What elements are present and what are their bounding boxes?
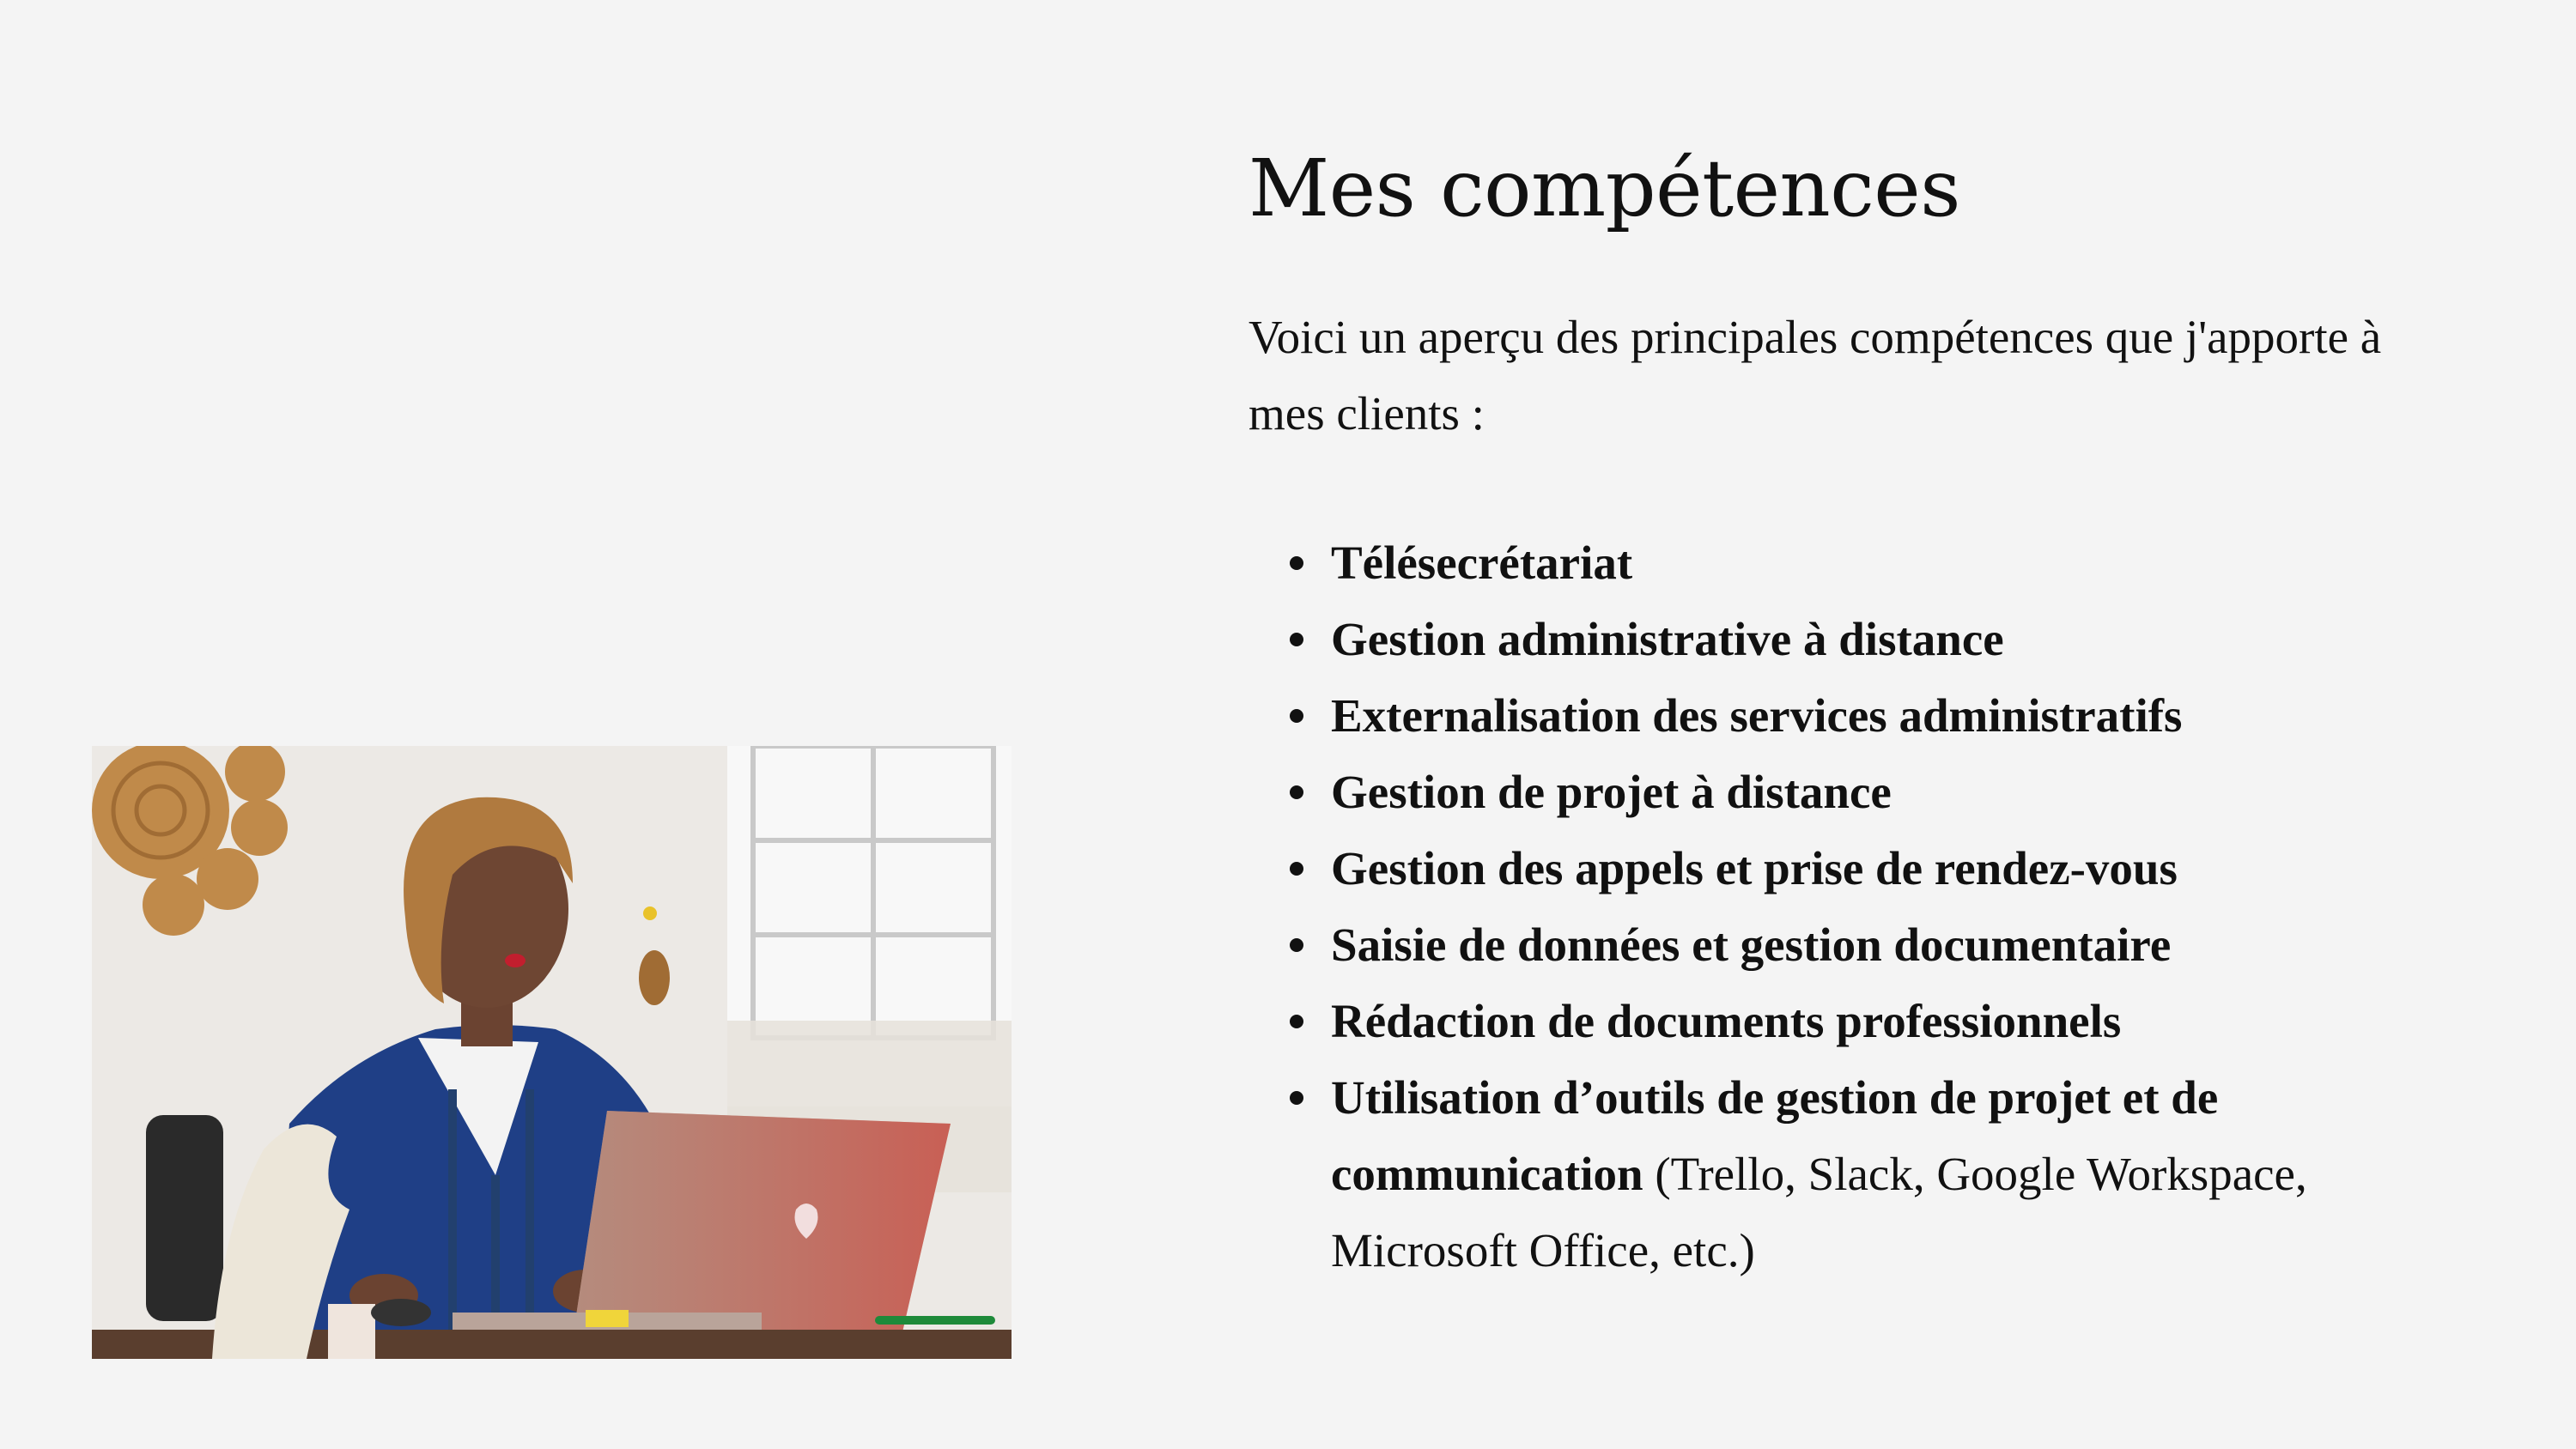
bullet-icon [1290, 785, 1303, 799]
profile-photo [92, 746, 1012, 1359]
list-item: Externalisation des services administratifs [1249, 677, 2468, 754]
list-item: Saisie de données et gestion documentaire [1249, 906, 2468, 983]
list-item: Utilisation d’outils de gestion de projet et de communication (Trello, Slack, Google Workspace, Microsoft Office, etc.) [1249, 1059, 2468, 1288]
bullet-icon [1290, 938, 1303, 952]
bullet-icon [1290, 556, 1303, 570]
list-item: Gestion de projet à distance [1249, 754, 2468, 830]
bullet-icon [1290, 862, 1303, 876]
bullet-icon [1290, 1015, 1303, 1028]
photo-illustration [92, 746, 1012, 1359]
skills-list [1249, 524, 2468, 1288]
list-item: Gestion des appels et prise de rendez-vous [1249, 830, 2468, 906]
bullet-icon [1290, 633, 1303, 646]
bullet-icon [1290, 709, 1303, 723]
list-item: Rédaction de documents professionnels [1249, 983, 2468, 1059]
list-item: Gestion administrative à distance [1249, 601, 2468, 677]
skills-section [1249, 129, 2468, 1288]
list-item: Télésecrétariat [1249, 524, 2468, 601]
intro-text: Voici un aperçu des principales compétences que j'apporte à mes clients : [1249, 311, 2382, 440]
bullet-icon [1290, 1091, 1303, 1105]
page-title: Mes compétences [1249, 142, 1960, 234]
